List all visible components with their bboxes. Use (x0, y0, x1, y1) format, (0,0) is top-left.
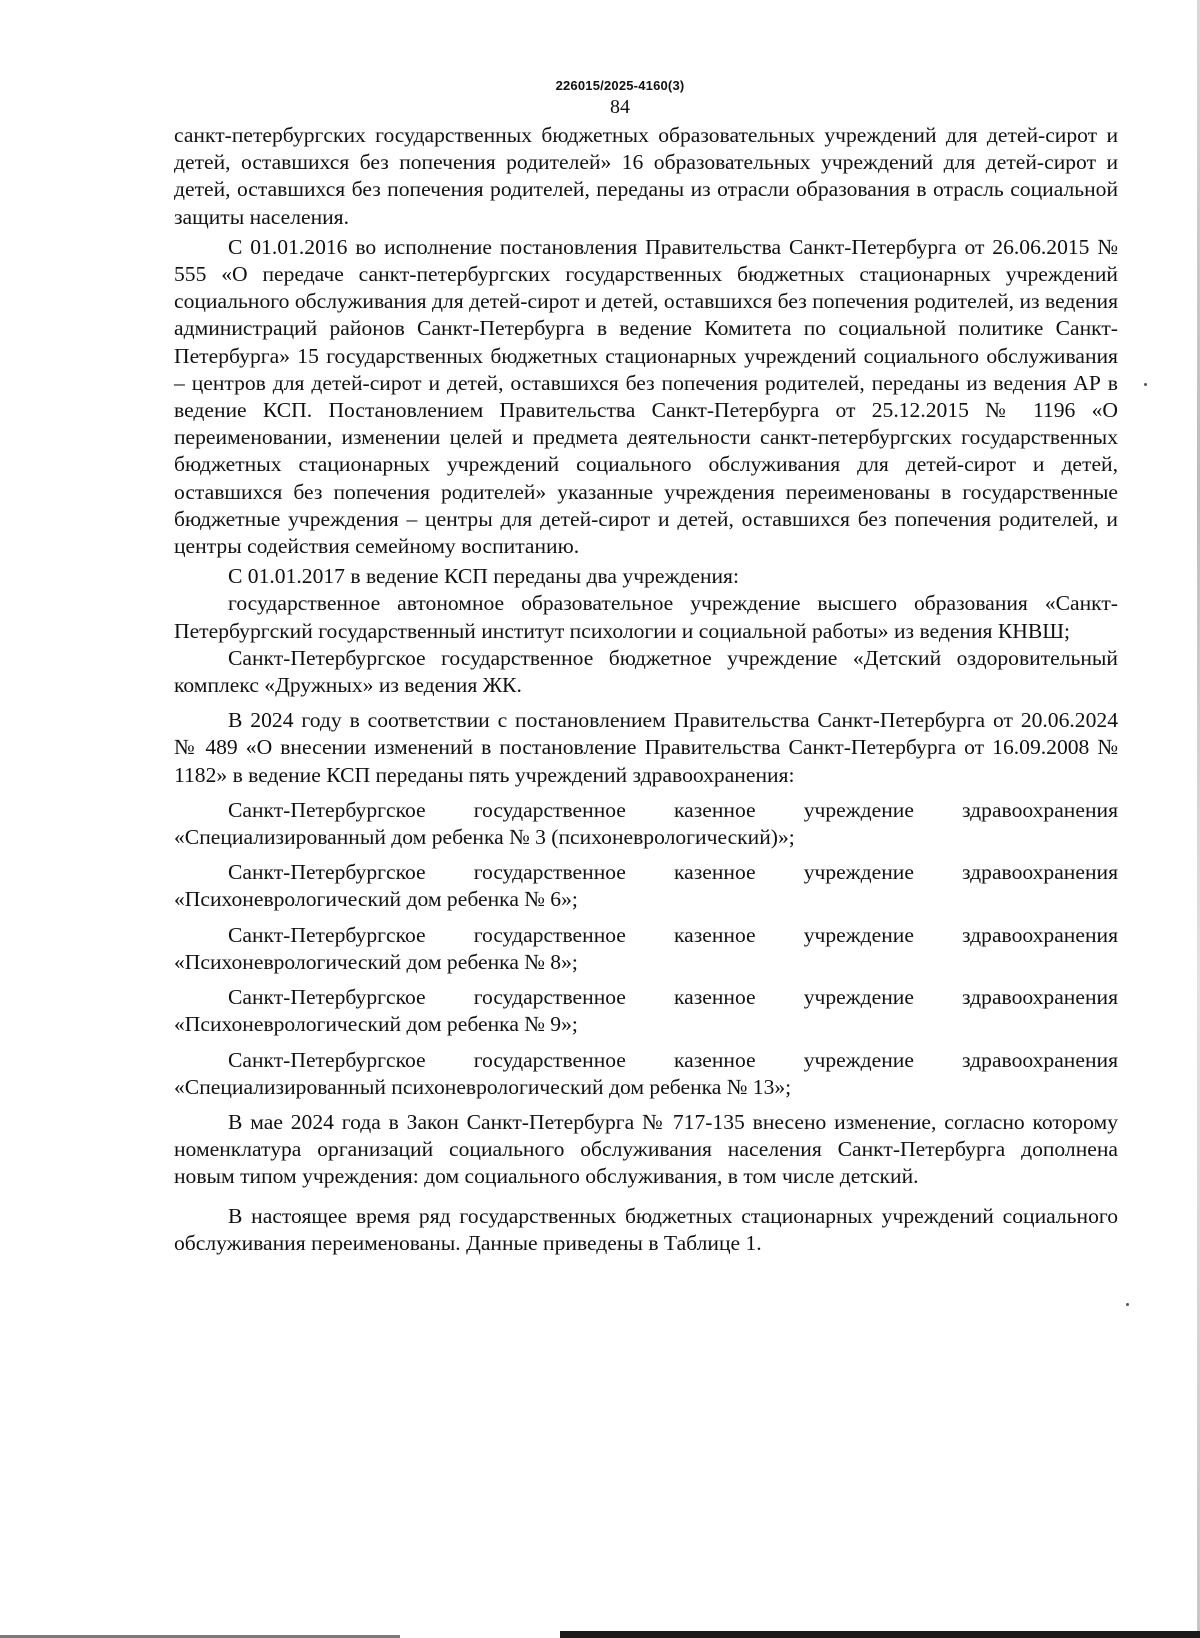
scan-speck (1144, 383, 1147, 386)
paragraph-13: В настоящее время ряд государственных бюджетных стационарных учреждений социального обслуживания переименованы. Данные приведены в Таблице 1. (174, 1203, 1118, 1255)
paragraph-4: государственное автономное образовательное учреждение высшего образования «Санкт-Петербургский государственный институт психологии и социальной работы» из ведения КНВШ; (174, 591, 1118, 643)
paragraph-6: В 2024 году в соответствии с постановлением Правительства Санкт-Петербурга от 20.06.2024 № 489 «О внесении изменений в постановление Правительства Санкт-Петербурга от 16.09.2008 № 1182» в ведение КСП переданы пять учреждений здравоохранения: (174, 708, 1118, 787)
scan-speck (1126, 1303, 1129, 1306)
paragraph-10: Санкт-Петербургское государственное казенное учреждение здравоохранения «Психоневрологический дом ребенка № 9»; (174, 985, 1118, 1037)
paragraph-11: Санкт-Петербургское государственное казенное учреждение здравоохранения «Специализированный психоневрологический дом ребенка № 13»; (174, 1047, 1118, 1099)
paragraph-5: Санкт-Петербургское государственное бюджетное учреждение «Детский оздоровительный комплекс «Дружных» из ведения ЖК. (174, 645, 1118, 698)
scan-bottom-bar (560, 1631, 1200, 1638)
paragraph-1: санкт-петербургских государственных бюджетных образовательных учреждений для детей-сирот и детей, оставшихся без попечения родителей» 16 образовательных учреждений для детей-сирот и детей, оставшихся без попечения родителей, переданы из отрасли образования в отрасль социальной защиты населения. (174, 123, 1118, 229)
paragraph-3: С 01.01.2017 в ведение КСП переданы два учреждения: (228, 564, 739, 589)
document-body (174, 122, 1118, 1257)
paragraph-2: С 01.01.2016 во исполнение постановления Правительства Санкт-Петербурга от 26.06.2015 № 555 «О передаче санкт-петербургских государственных бюджетных стационарных учреждений социального обслуживания для детей-сирот и детей, оставшихся без попечения родителей, из ведения администраций районов Санкт-Петербурга в ведение Комитета по социальной политике Санкт-Петербурга» 15 государственных бюджетных стационарных учреждений социального обслуживания – центров для детей-сирот и детей, оставшихся без попечения родителей, переданы из ведения АР в ведение КСП. Постановлением Правительства Санкт-Петербурга от 25.12.2015 № 1196 «О переименовании, изменении целей и предмета деятельности санкт-петербургских государственных бюджетных стационарных учреждений социального обслуживания для детей-сирот и детей, оставшихся без попечения родителей» указанные учреждения переименованы в государственные бюджетные учреждения – центры для детей-сирот и детей, оставшихся без попечения родителей, и центры содействия семейному воспитанию. (174, 234, 1118, 559)
page-number: 84 (610, 96, 630, 118)
paragraph-12: В мае 2024 года в Закон Санкт-Петербурга № 717-135 внесено изменение, согласно которому номенклатура организаций социального обслуживания населения Санкт-Петербурга дополнена новым типом учреждения: дом социального обслуживания, в том числе детский. (174, 1109, 1118, 1189)
paragraph-8: Санкт-Петербургское государственное казенное учреждение здравоохранения «Психоневрологический дом ребенка № 6»; (174, 860, 1118, 912)
document-registration-number: 226015/2025-4160(3) (555, 78, 685, 93)
paragraph-9: Санкт-Петербургское государственное казенное учреждение здравоохранения «Психоневрологический дом ребенка № 8»; (174, 922, 1118, 974)
paragraph-7: Санкт-Петербургское государственное казенное учреждение здравоохранения «Специализированный дом ребенка № 3 (психоневрологический)»; (174, 797, 1118, 850)
